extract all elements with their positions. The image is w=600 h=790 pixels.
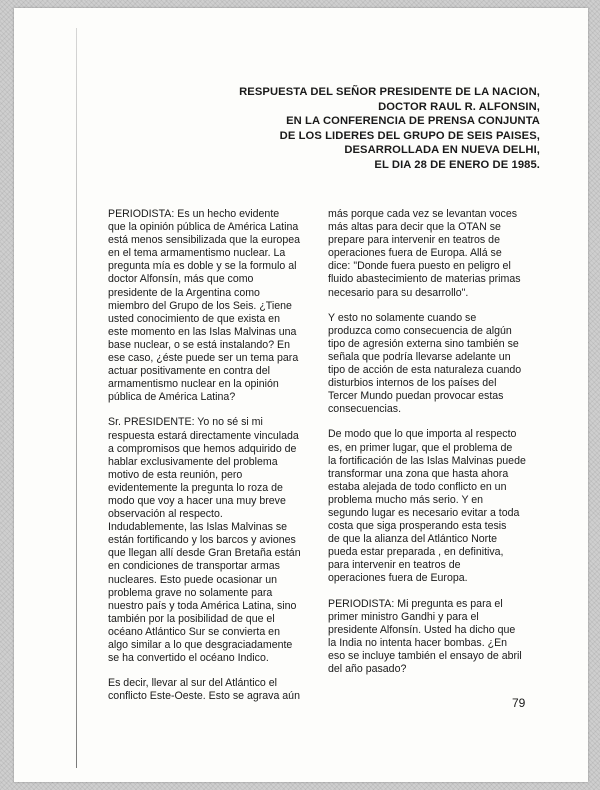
paragraph: más porque cada vez se levantan voces más altas para decir que la OTAN se prepare para intervenir en teatros de operaciones fuera de Europa. Allá se dice: "Donde fuera puesto en peligro el fluido abastecimiento de materias primas necesario para su desarrollo". bbox=[328, 208, 521, 299]
page-number: 79 bbox=[512, 696, 526, 710]
header-line: DESARROLLADA EN NUEVA DELHI, bbox=[344, 144, 540, 157]
header-line: EN LA CONFERENCIA DE PRENSA CONJUNTA bbox=[286, 115, 540, 128]
header-line: RESPUESTA DEL SEÑOR PRESIDENTE DE LA NACION, bbox=[239, 86, 540, 98]
header-line: DE LOS LIDERES DEL GRUPO DE SEIS PAISES, bbox=[279, 129, 540, 142]
right-column bbox=[328, 208, 544, 688]
header-line: DOCTOR RAUL R. ALFONSIN, bbox=[378, 100, 540, 113]
binding-shadow bbox=[76, 28, 77, 768]
left-column bbox=[108, 208, 308, 715]
paragraph: De modo que lo que importa al respecto es, en primer lugar, que el problema de la fortificación de las Islas Malvinas puede transformar una zona que hasta ahora estaba alejada de todo conflicto en un problema mucho más serio. Y en segundo lugar es necesario evitar a toda costa que siga prosperando esta tesis de que la alianza del Atlántico Norte pueda estar preparada , en definitiva, para intervenir en teatros de operaciones fuera de Europa. bbox=[328, 428, 526, 585]
paragraph: Es decir, llevar al sur del Atlántico el conflicto Este-Oeste. Esto se agrava aún bbox=[108, 677, 300, 703]
paragraph: PERIODISTA: Es un hecho evidente que la opinión pública de América Latina está menos sensibilizada que la europea en el tema armamentismo nuclear. La pregunta mía es doble y se la formulo al doctor Alfonsín, más que como presidente de la Argentina como miembro del Grupo de los Seis. ¿Tiene usted conocimiento de que exista en este momento en las Islas Malvinas una base nuclear, o se está instalando? En ese caso, ¿éste puede ser un tema para actuar positivamente en contra del armamentismo nuclear en la opinión pública de América Latina? bbox=[108, 208, 300, 404]
paragraph: Sr. PRESIDENTE: Yo no sé si mi respuesta estará directamente vinculada a compromisos que hemos adquirido de hablar exclusivamente del problema motivo de esta reunión, pero evidentemente la pregunta lo roza de modo que voy a hacer una muy breve observación al respecto. Indudablemente, las Islas Malvinas se están fortificando y los barcos y aviones que llegan allí desde Gran Bretaña están en condiciones de transportar armas nucleares. Esto puede ocasionar un problema grave no solamente para nuestro país y toda América Latina, sino también por la posibilidad de que el océano Atlántico Sur se convierta en algo similar a lo que desgraciadamente se ha convertido el océano Indico. bbox=[108, 416, 301, 665]
paragraph: PERIODISTA: Mi pregunta es para el primer ministro Gandhi y para el presidente Alfonsín. Usted ha dicho que la India no intenta hacer bombas. ¿En eso se incluye también el ensayo de abril del año pasado? bbox=[328, 597, 522, 675]
document-header bbox=[200, 85, 540, 173]
header-line: EL DIA 28 DE ENERO DE 1985. bbox=[374, 158, 540, 171]
paragraph: Y esto no solamente cuando se produzca como consecuencia de algún tipo de agresión externa sino también se señala que podría llevarse adelante un tipo de acción de esta naturaleza cuando disturbios internos de los países del Tercer Mundo puedan provocar estas consecuencias. bbox=[328, 311, 522, 416]
